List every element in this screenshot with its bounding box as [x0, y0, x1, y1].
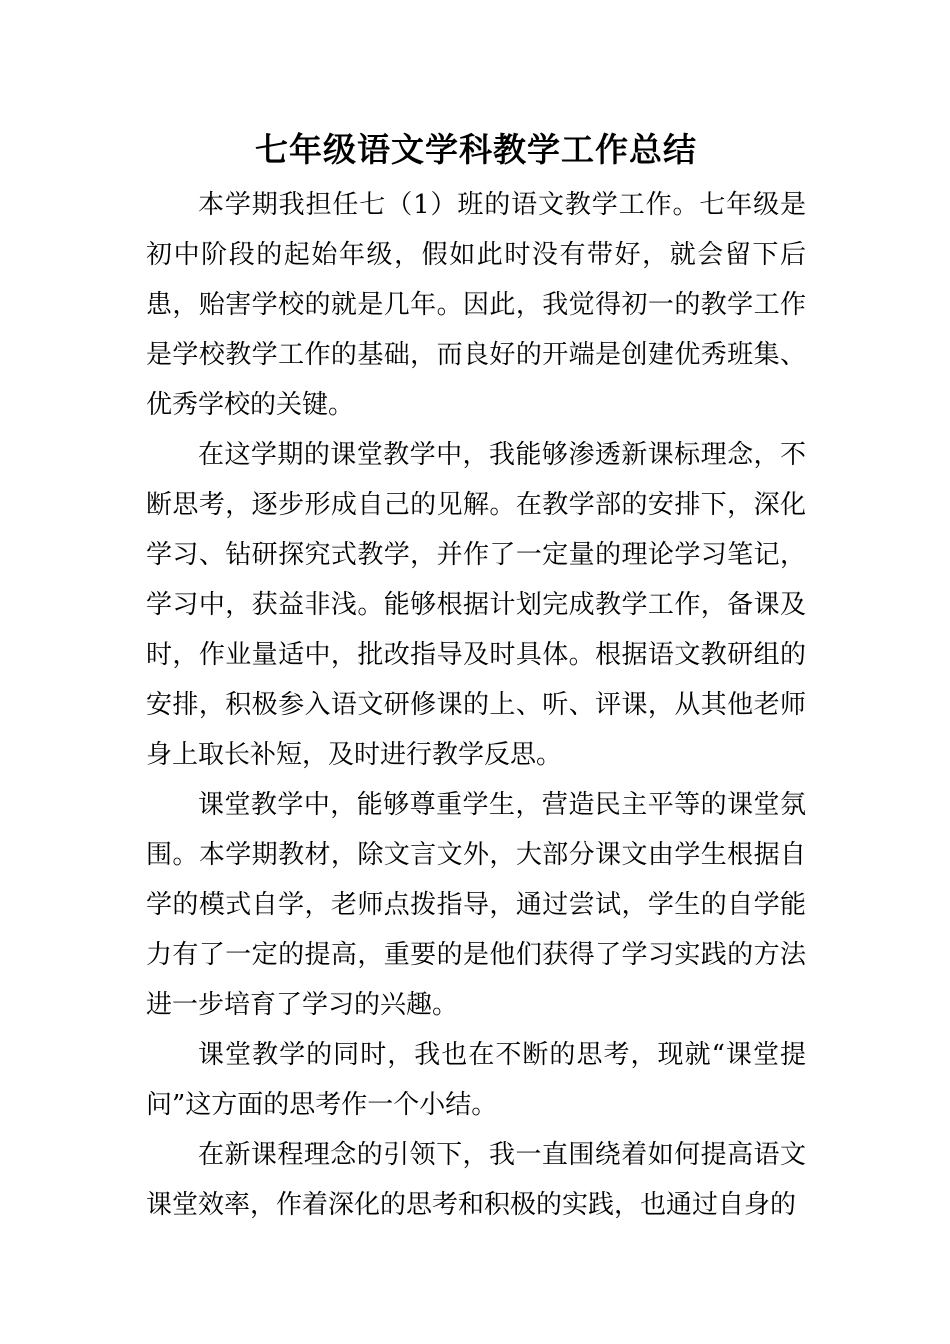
- paragraph-2: 在这学期的课堂教学中，我能够渗透新课标理念，不断思考，逐步形成自己的见解。在教学部的安排下，深化学习、钻研探究式教学，并作了一定量的理论学习笔记，学习中，获益非浅。能够根据计划完成教学工作，备课及时，作业量适中，批改指导及时具体。根据语文教研组的安排，积极参入语文研修课的上、听、评课，从其他老师身上取长补短，及时进行教学反思。: [146, 440, 806, 770]
- document-title: 七年级语文学科教学工作总结: [255, 130, 697, 169]
- document-page: [146, 120, 806, 1230]
- paragraph-1: 本学期我担任七（1）班的语文教学工作。七年级是初中阶段的起始年级，假如此时没有带好，就会留下后患，贻害学校的就是几年。因此，我觉得初一的教学工作是学校教学工作的基础，而良好的开端是创建优秀班集、优秀学校的关键。: [146, 190, 806, 420]
- paragraph-3: 课堂教学中，能够尊重学生，营造民主平等的课堂氛围。本学期教材，除文言文外，大部分课文由学生根据自学的模式自学，老师点拨指导，通过尝试，学生的自学能力有了一定的提高，重要的是他们获得了学习实践的方法进一步培育了学习的兴趣。: [146, 790, 806, 1020]
- paragraph-4: 课堂教学的同时，我也在不断的思考，现就“课堂提问”这方面的思考作一个小结。: [146, 1040, 806, 1120]
- paragraph-5: 在新课程理念的引领下，我一直围绕着如何提高语文课堂效率，作着深化的思考和积极的实践，也通过自身的: [146, 1140, 806, 1220]
